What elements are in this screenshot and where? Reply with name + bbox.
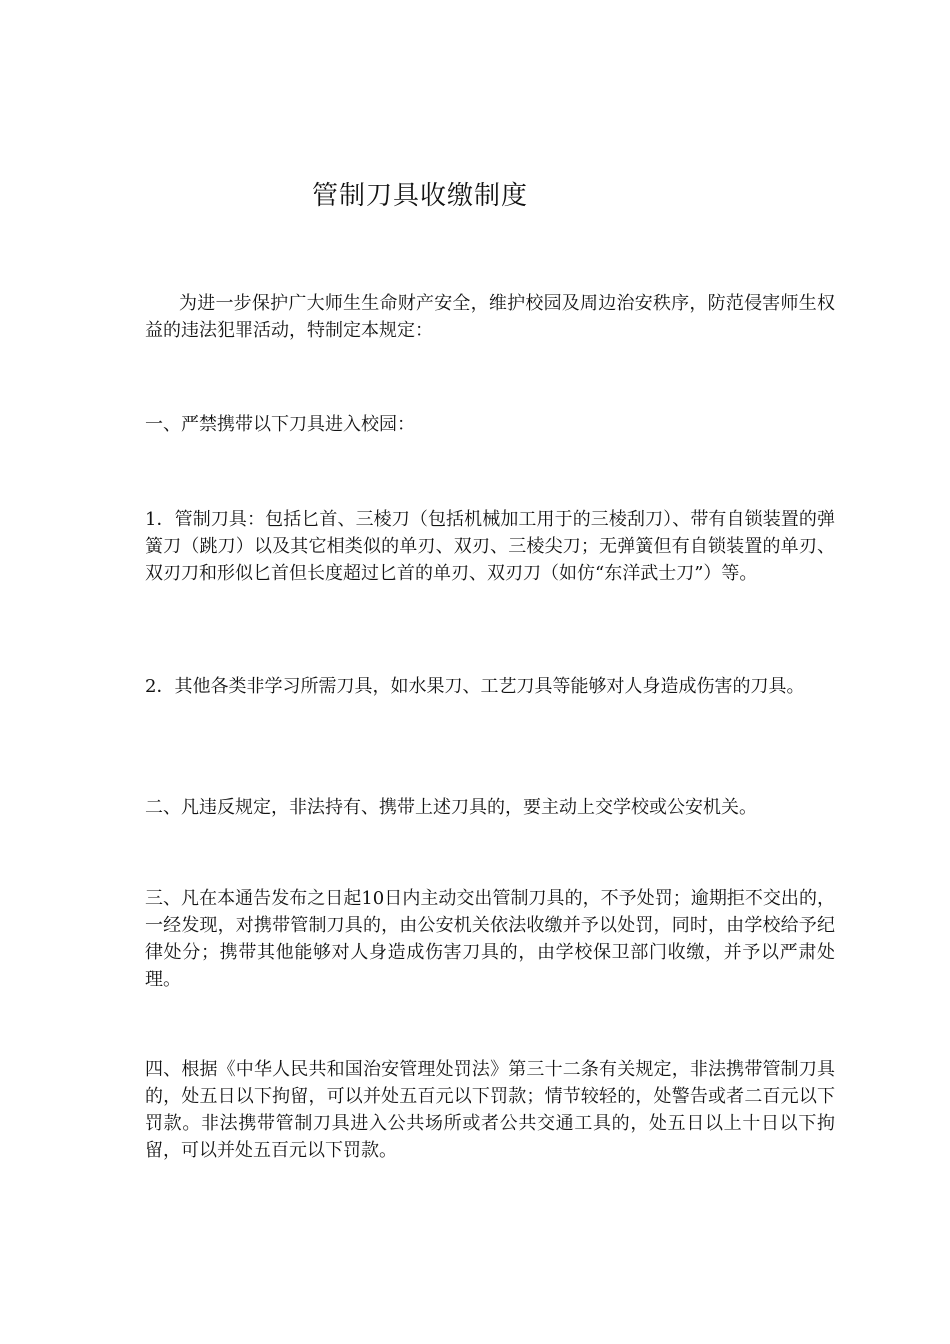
section-3-paragraph: 三、凡在本通告发布之日起10日内主动交出管制刀具的，不予处罚；逾期拒不交出的，一经发现，对携带管制刀具的，由公安机关依法收缴并予以处罚，同时，由学校给予纪律处分；携带其他能够对人身造成伤害刀具的，由学校保卫部门收缴，并予以严肃处理。 [145, 888, 835, 990]
section-1-heading: 一、严禁携带以下刀具进入校园： [145, 414, 415, 435]
section-2-paragraph: 二、凡违反规定，非法持有、携带上述刀具的，要主动上交学校或公安机关。 [145, 797, 757, 818]
intro-paragraph: 为进一步保护广大师生生命财产安全，维护校园及周边治安秩序，防范侵害师生权益的违法犯罪活动，特制定本规定： [145, 293, 835, 341]
item-2-paragraph: 2．其他各类非学习所需刀具，如水果刀、工艺刀具等能够对人身造成伤害的刀具。 [145, 676, 805, 697]
item-1-paragraph: 1．管制刀具：包括匕首、三棱刀（包括机械加工用于的三棱刮刀）、带有自锁装置的弹簧刀（跳刀）以及其它相类似的单刃、双刃、三棱尖刀；无弹簧但有自锁装置的单刃、双刃刀和形似匕首但长度超过匕首的单刃、双刃刀（如仿“东洋武士刀”）等。 [145, 509, 835, 584]
document-title: 管制刀具收缴制度 [311, 181, 528, 211]
section-4-paragraph: 四、根据《中华人民共和国治安管理处罚法》第三十二条有关规定，非法携带管制刀具的，处五日以下拘留，可以并处五百元以下罚款；情节较轻的，处警告或者二百元以下罚款。非法携带管制刀具进入公共场所或者公共交通工具的，处五日以上十日以下拘留，可以并处五百元以下罚款。 [145, 1059, 835, 1161]
